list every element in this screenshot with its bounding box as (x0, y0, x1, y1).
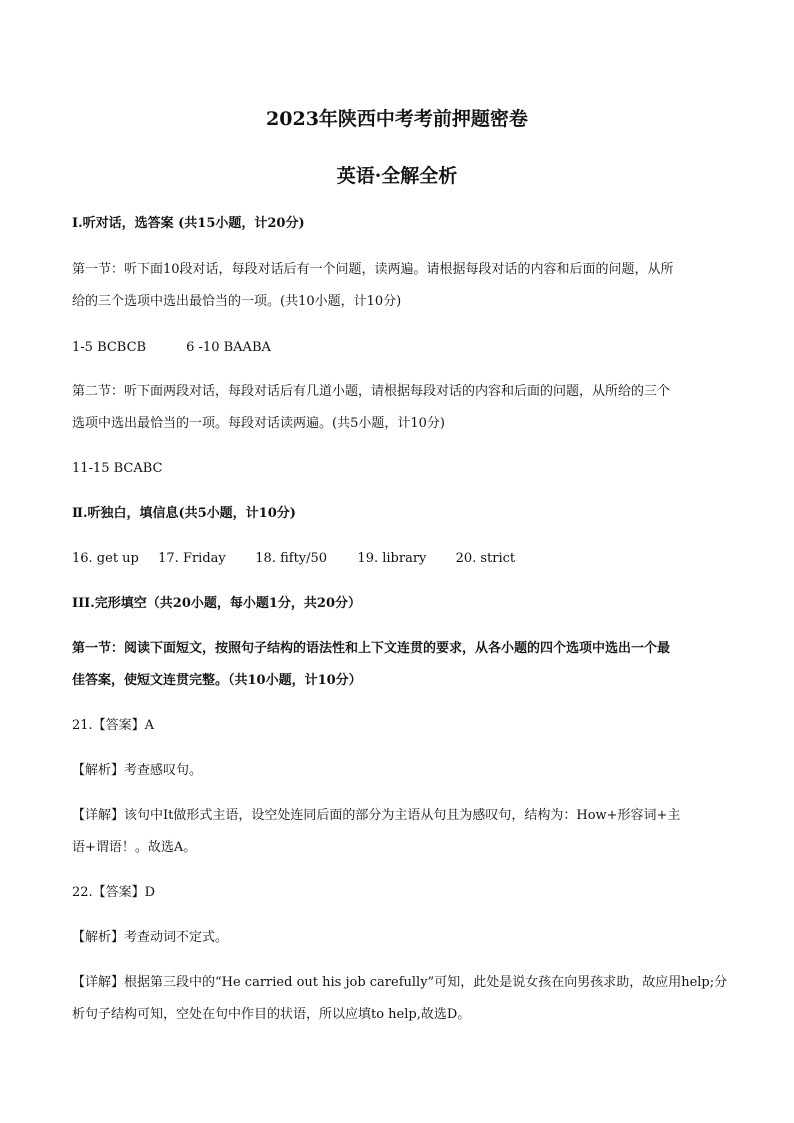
answers-1-5: 1-5 BCBCB (72, 340, 147, 355)
section1-answers-row2: 11-15 BCABC (72, 461, 163, 476)
section1-answers-row1 (72, 338, 724, 358)
q21-analysis: 【解析】考查感叹句。 (72, 763, 203, 778)
answers-6-10: 6 -10 BAABA (186, 340, 271, 355)
q21-detail-line1: 【详解】该句中It做形式主语，设空处连同后面的部分为主语从句且为感叹句，结构为：How+形容词+主 (72, 808, 681, 823)
q22-answer: 22.【答案】D (72, 885, 156, 900)
page-title: 2023年陕西中考考前押题密卷 (266, 108, 528, 130)
q22-detail-line1: 【详解】根据第三段中的“He carried out his job carefully”可知，此处是说女孩在向男孩求助，故应用help;分 (72, 975, 728, 990)
q21-answer: 21.【答案】A (72, 718, 155, 733)
section3-heading: III.完形填空（共20小题，每小题1分，共20分） (72, 596, 361, 611)
q21-detail-line2: 语+谓语！。故选A。 (72, 840, 197, 855)
section1-part2-line2: 选项中选出最恰当的一项。每段对话读两遍。(共5小题，计10分) (72, 416, 445, 431)
q22-analysis: 【解析】考查动词不定式。 (72, 930, 229, 945)
answer-18: 18. fifty/50 (255, 551, 328, 566)
section3-intro-line2: 佳答案，使短文连贯完整。（共10小题，计10分） (72, 673, 362, 688)
answer-16: 16. get up (72, 551, 139, 566)
section1-heading: Ⅰ.听对话，选答案 (共15小题，计20分) (72, 216, 305, 231)
section3-intro-line1: 第一节：阅读下面短文，按照句子结构的语法性和上下文连贯的要求，从各小题的四个选项中选出一个最 (72, 641, 671, 656)
q22-detail-line2: 析句子结构可知，空处在句中作目的状语，所以应填to help,故选D。 (72, 1007, 471, 1022)
answer-20: 20. strict (455, 551, 516, 566)
section1-part2-line1: 第二节：听下面两段对话，每段对话后有几道小题，请根据每段对话的内容和后面的问题，从所给的三个 (72, 384, 671, 399)
section2-heading: Ⅱ.听独白，填信息(共5小题，计10分) (72, 506, 296, 521)
section2-answers-row (72, 549, 724, 569)
answer-19: 19. library (357, 551, 427, 566)
section1-part1-line2: 给的三个选项中选出最恰当的一项。(共10小题，计10分) (72, 294, 402, 309)
section1-part1-line1: 第一节：听下面10段对话，每段对话后有一个问题，读两遍。请根据每段对话的内容和后面的问题，从所 (72, 262, 674, 277)
answer-17: 17. Friday (158, 551, 226, 566)
page-subtitle: 英语·全解全析 (336, 165, 458, 187)
